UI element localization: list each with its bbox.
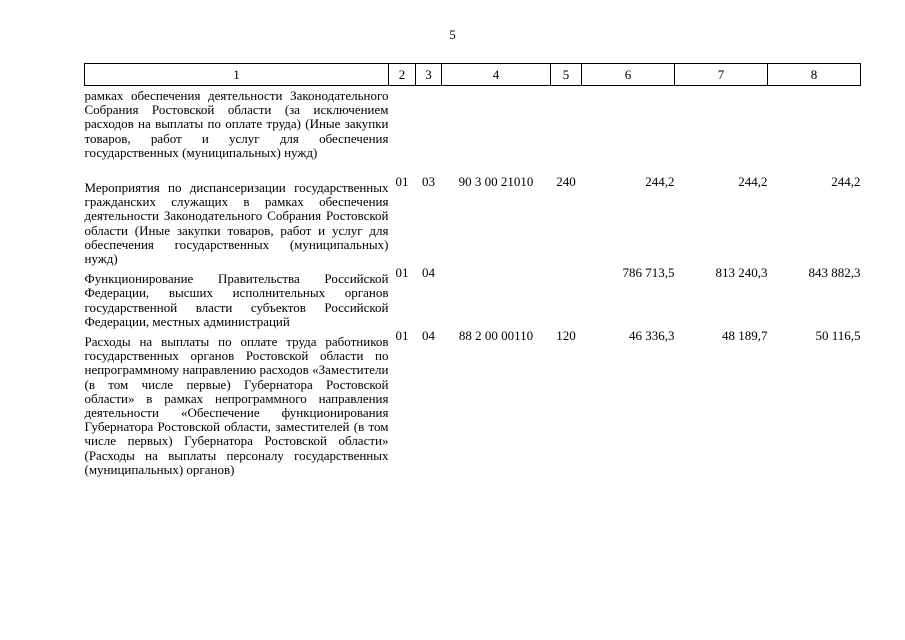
row-amount-year1: 244,2 [645, 174, 675, 189]
header-col-7: 7 [675, 64, 768, 86]
table-row [85, 266, 861, 329]
header-row [85, 64, 861, 86]
row-target-code [442, 266, 551, 329]
row-amount-year2: 244,2 [738, 174, 768, 189]
row-name: Функционирование Правительства Российской Федерации, высших исполнительных органов государственной власти субъектов Российской Федерации, местных администраций [84, 271, 389, 329]
row-expense-type: 120 [556, 328, 576, 344]
row-name: Расходы на выплаты по оплате труда работников государственных органов Ростовской области по непрограммному направлению расходов «Заместители (в том числе первые) Губернатора Ростовской области» в рамках непрограммного направления деятельности «Обеспечение функционирования Губернатора Ростовской области, заместителей (в том числе первых) Губернатора Ростовской области» (Расходы на выплаты персоналу государственных (муниципальных) органов) [84, 334, 389, 477]
row-amount-year2 [675, 86, 768, 176]
row-amount-year3 [768, 86, 861, 176]
row-expense-type [551, 86, 582, 176]
row-expense-type: 240 [556, 174, 576, 189]
table-row [85, 86, 861, 176]
row-amount-year2: 813 240,3 [715, 265, 768, 281]
row-expense-type [551, 266, 582, 329]
row-section [389, 86, 416, 176]
row-name: Мероприятия по диспансеризации государственных гражданских служащих в рамках обеспечения деятельности Законодательного Собрания Ростовской области (Иные закупки товаров, работ и услуг для обеспечения государственных (муниципальных) нужд) [84, 180, 389, 267]
row-target-code: 90 3 00 21010 [458, 174, 534, 189]
header-col-5: 5 [551, 64, 582, 86]
header-col-8: 8 [768, 64, 861, 86]
row-section: 01 [395, 328, 409, 344]
budget-table [84, 63, 861, 477]
row-amount-year3: 50 116,5 [815, 328, 861, 344]
header-col-6: 6 [582, 64, 675, 86]
row-amount-year1 [582, 86, 675, 176]
row-subsection: 04 [422, 328, 435, 344]
row-name: рамках обеспечения деятельности Законодательного Собрания Ростовской области (за исключением расходов на выплаты по оплате труда) (Иные закупки товаров, работ и услуг для обеспечения государственных (муниципальных) нужд) [84, 88, 389, 160]
page-number: 5 [449, 27, 456, 42]
row-target-code: 88 2 00 00110 [458, 328, 534, 344]
row-amount-year1: 46 336,3 [629, 328, 675, 344]
header-col-4: 4 [442, 64, 551, 86]
row-amount-year3: 244,2 [831, 174, 861, 189]
header-col-1: 1 [85, 64, 389, 86]
header-col-3: 3 [416, 64, 442, 86]
header-col-2: 2 [389, 64, 416, 86]
row-amount-year2: 48 189,7 [722, 328, 768, 344]
row-subsection: 03 [422, 174, 435, 189]
row-target-code [442, 86, 551, 176]
row-subsection: 04 [422, 265, 435, 281]
row-amount-year1: 786 713,5 [622, 265, 675, 281]
row-section: 01 [395, 265, 409, 281]
table-row [85, 175, 861, 266]
row-subsection [416, 86, 442, 176]
table-row [85, 329, 861, 477]
row-amount-year3: 843 882,3 [808, 265, 861, 281]
row-section: 01 [395, 174, 409, 189]
